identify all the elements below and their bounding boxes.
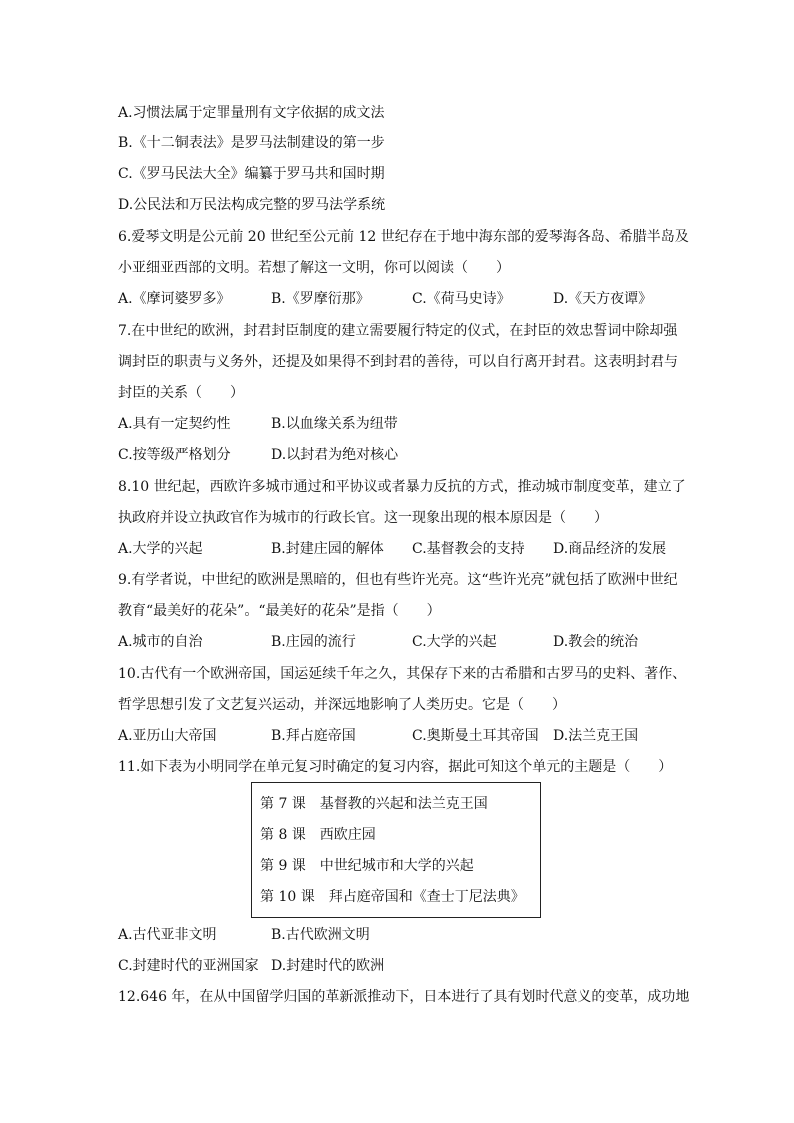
- q9-option-a: A.城市的自治: [118, 634, 203, 650]
- q11-review-table: [251, 782, 541, 918]
- q7-stem-line-2: 调封臣的职责与义务外，还提及如果得不到封君的善待，可以自行离开封君。这表明封君与: [118, 354, 678, 370]
- q7-option-d: D.以封君为绝对核心: [271, 447, 399, 463]
- q6-stem-line-2: 小亚细亚西部的文明。若想了解这一文明，你可以阅读（ ）: [118, 260, 510, 276]
- q7-stem-line-3: 封臣的关系（ ）: [118, 385, 244, 401]
- q8-option-b: B.封建庄园的解体: [271, 541, 384, 557]
- q6-option-a: A.《摩诃婆罗多》: [118, 291, 231, 307]
- q11-table-row-4: 第 10 课 拜占庭帝国和《查士丁尼法典》: [260, 889, 525, 905]
- q10-option-d: D.法兰克王国: [553, 728, 639, 744]
- q10-option-c: C.奥斯曼土耳其帝国: [412, 728, 539, 744]
- q8-stem-line-2: 执政府并设立执政官作为城市的行政长官。这一现象出现的根本原因是（ ）: [118, 510, 608, 526]
- q9-option-b: B.庄园的流行: [271, 634, 356, 650]
- q6-option-d: D.《天方夜谭》: [553, 291, 653, 307]
- q11-option-b: B.古代欧洲文明: [271, 927, 370, 943]
- q10-stem-line-1: 10.古代有一个欧洲帝国，国运延续千年之久，其保存下来的古希腊和古罗马的史料、著作、: [118, 666, 687, 682]
- q7-option-a: A.具有一定契约性: [118, 416, 231, 432]
- q11-table-row-3: 第 9 课 中世纪城市和大学的兴起: [260, 858, 474, 874]
- q6-option-c: C.《荷马史诗》: [412, 291, 511, 307]
- q8-option-a: A.大学的兴起: [118, 541, 203, 557]
- q9-stem-line-1: 9.有学者说，中世纪的欧洲是黑暗的，但也有些许光亮。这“些许光亮”就包括了欧洲中世纪: [118, 572, 678, 588]
- q11-table-row-2: 第 8 课 西欧庄园: [260, 827, 376, 843]
- q11-option-c: C.封建时代的亚洲国家: [118, 958, 259, 974]
- q10-stem-line-2: 哲学思想引发了文艺复兴运动，并深远地影响了人类历史。它是（ ）: [118, 697, 566, 713]
- q11-stem-line-1: 11.如下表为小明同学在单元复习时确定的复习内容，据此可知这个单元的主题是（ ）: [118, 759, 673, 775]
- q11-option-d: D.封建时代的欧洲: [271, 958, 385, 974]
- q8-option-c: C.基督教会的支持: [412, 541, 525, 557]
- q12-stem-line-1: 12.646 年，在从中国留学归国的革新派推动下，日本进行了具有划时代意义的变革，成功地: [118, 989, 690, 1005]
- q9-option-c: C.大学的兴起: [412, 634, 497, 650]
- q7-option-b: B.以血缘关系为纽带: [271, 416, 398, 432]
- q5-option-b: B.《十二铜表法》是罗马法制建设的第一步: [118, 135, 385, 151]
- q7-stem-line-1: 7.在中世纪的欧洲，封君封臣制度的建立需要履行特定的仪式，在封臣的效忠誓词中除却强: [118, 323, 678, 339]
- q5-option-a: A.习惯法属于定罪量刑有文字依据的成文法: [118, 105, 385, 121]
- q6-option-b: B.《罗摩衍那》: [271, 291, 370, 307]
- q8-stem-line-1: 8.10 世纪起，西欧许多城市通过和平协议或者暴力反抗的方式，推动城市制度变革，建立了: [118, 479, 686, 495]
- q10-option-b: B.拜占庭帝国: [271, 728, 356, 744]
- q11-option-a: A.古代亚非文明: [118, 927, 217, 943]
- q5-option-c: C.《罗马民法大全》编纂于罗马共和国时期: [118, 166, 385, 182]
- q11-table-row-1: 第 7 课 基督教的兴起和法兰克王国: [260, 796, 488, 812]
- q9-stem-line-2: 教育“最美好的花朵”。“最美好的花朵”是指（ ）: [118, 603, 441, 619]
- q9-option-d: D.教会的统治: [553, 634, 639, 650]
- q8-option-d: D.商品经济的发展: [553, 541, 667, 557]
- q7-option-c: C.按等级严格划分: [118, 447, 231, 463]
- q6-stem-line-1: 6.爱琴文明是公元前 20 世纪至公元前 12 世纪存在于地中海东部的爱琴海各岛、希腊半岛及: [118, 229, 689, 245]
- q10-option-a: A.亚历山大帝国: [118, 728, 217, 744]
- q5-option-d: D.公民法和万民法构成完整的罗马法学系统: [118, 197, 386, 213]
